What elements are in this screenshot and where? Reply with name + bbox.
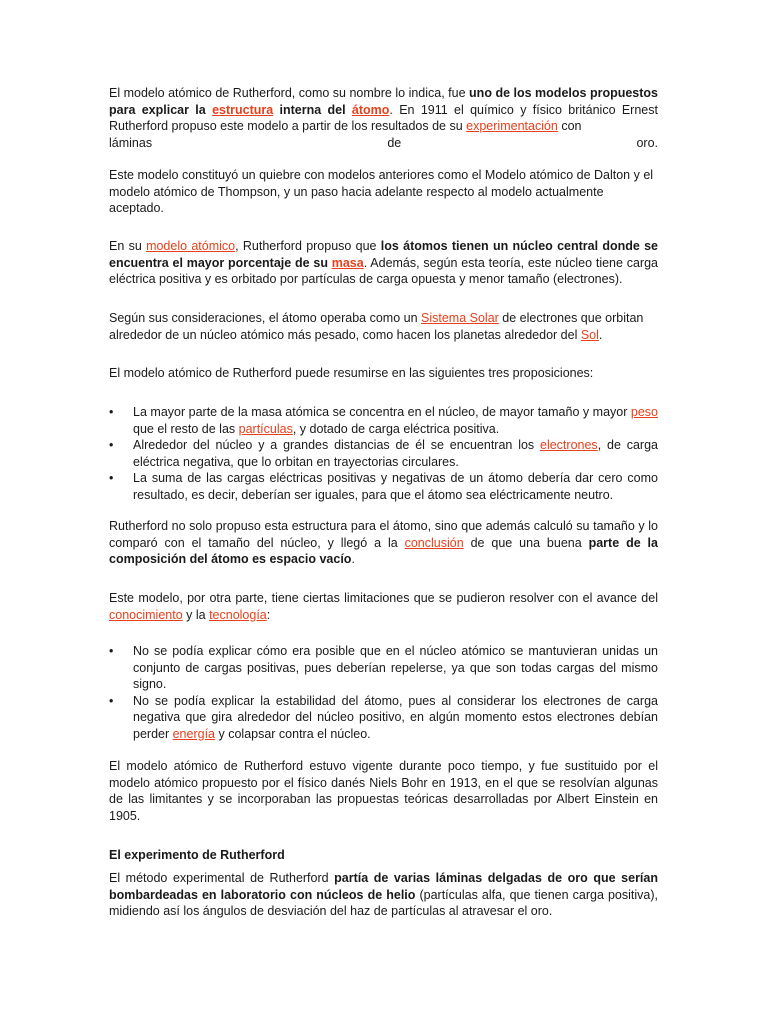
link-sistema-solar[interactable]: Sistema Solar xyxy=(421,311,499,325)
bold-text: uno de los modelos propuestos para explicar la estructura interna del átomo xyxy=(109,86,659,117)
list-item: • La mayor parte de la masa atómica se concentra en el núcleo, de mayor tamaño y mayor peso que el resto de las partículas, y dotado de carga eléctrica positiva. xyxy=(109,405,658,436)
bullet-icon: • xyxy=(109,471,114,485)
bullet-icon: • xyxy=(109,693,114,708)
section-heading: El experimento de Rutherford xyxy=(109,848,285,862)
paragraph-nucleus: En su modelo atómico, Rutherford propuso que los átomos tienen un núcleo central donde se encuentra el mayor porcentaje de su masa. Además, según esta teoría, este núcleo tiene carga eléctrica positiva y es orbitado por partículas de carga opuesta y menor tamaño (electrones). xyxy=(109,239,659,286)
limitations-list xyxy=(109,643,658,742)
bold-text: los átomos tienen un núcleo central donde se encuentra el mayor porcentaje de su masa xyxy=(109,239,659,270)
link-masa[interactable]: masa xyxy=(331,255,364,270)
link-peso[interactable]: peso xyxy=(630,405,658,419)
paragraph-empty-space: Rutherford no solo propuso esta estructura para el átomo, sino que además calculó su tamaño y lo comparó con el tamaño del núcleo, y llegó a la conclusión de que una buena parte de la composición del átomo es espacio vacío. xyxy=(109,519,658,566)
intro-paragraph: El modelo atómico de Rutherford, como su nombre lo indica, fue uno de los modelos propuestos para explicar la estructura interna del átomo. En 1911 el químico y físico británico Ernest Rutherford propuso este modelo a partir de los resultados de su experimentación con láminas de oro. xyxy=(109,86,659,150)
bold-text: partía de varias láminas delgadas de oro que serían bombardeadas en laboratorio con núcleos de helio xyxy=(109,871,658,902)
paragraph-solar-system: Según sus consideraciones, el átomo operaba como un Sistema Solar de electrones que orbitan alrededor de un núcleo atómico más pesado, como hacen los planetas alrededor del Sol. xyxy=(109,311,644,342)
link-atomo[interactable]: átomo xyxy=(351,102,390,117)
bullet-icon: • xyxy=(109,405,114,419)
propositions-list xyxy=(109,404,658,503)
list-item: • Alrededor del núcleo y a grandes distancias de él se encuentran los electrones, de carga eléctrica negativa, que lo orbitan en trayectorias circulares. xyxy=(109,438,658,469)
word: de xyxy=(387,135,402,150)
list-item: • La suma de las cargas eléctricas positivas y negativas de un átomo debería dar cero como resultado, es decir, deberían ser iguales, para que el átomo sea eléctricamente neutro. xyxy=(109,471,658,502)
bullet-icon: • xyxy=(109,644,114,658)
text-span: El modelo atómico de Rutherford, como su nombre lo indica, fue xyxy=(109,86,470,100)
paragraph-experiment: El método experimental de Rutherford partía de varias láminas delgadas de oro que serían bombardeadas en laboratorio con núcleos de helio (partículas alfa, que tienen carga positiva), midiendo así los ángulos de desviación del haz de partículas al atravesar el oro. xyxy=(109,871,658,918)
word: láminas xyxy=(109,135,153,150)
list-item: • No se podía explicar cómo era posible que en el núcleo atómico se mantuvieran unidas un conjunto de cargas positivas, pues deberían repelerse, ya que son todas cargas del mismo signo. xyxy=(109,644,658,691)
link-conocimiento[interactable]: conocimiento xyxy=(109,607,183,622)
link-sol[interactable]: Sol xyxy=(580,327,599,342)
paragraph-dalton: Este modelo constituyó un quiebre con modelos anteriores como el Modelo atómico de Dalton y el modelo atómico de Thompson, y un paso hacia adelante respecto al modelo actualmente aceptado. xyxy=(109,168,654,215)
list-item: • No se podía explicar la estabilidad del átomo, pues al considerar los electrones de carga negativa que gira alrededor del núcleo positivo, en algún momento estos electrones debían perder energía y colapsar contra el núcleo. xyxy=(109,693,658,741)
bullet-icon: • xyxy=(109,438,114,452)
link-energia[interactable]: energía xyxy=(172,726,216,741)
link-tecnologia[interactable]: tecnología xyxy=(209,607,267,622)
link-particulas[interactable]: partículas xyxy=(238,421,293,436)
bold-text: parte de la composición del átomo es espacio vacío xyxy=(109,535,658,566)
link-conclusion[interactable]: conclusión xyxy=(404,535,464,550)
link-modelo-atomico[interactable]: modelo atómico xyxy=(146,239,236,253)
paragraph-propositions-intro: El modelo atómico de Rutherford puede resumirse en las siguientes tres proposiciones: xyxy=(109,366,594,380)
link-estructura[interactable]: estructura xyxy=(212,102,274,117)
paragraph-limitations: Este modelo, por otra parte, tiene ciertas limitaciones que se pudieron resolver con el avance del conocimiento y la tecnología: xyxy=(109,591,658,622)
justified-last-line xyxy=(109,135,658,152)
link-experimentacion[interactable]: experimentación xyxy=(466,119,558,133)
word: oro. xyxy=(636,135,658,150)
paragraph-bohr: El modelo atómico de Rutherford estuvo vigente durante poco tiempo, y fue sustituido por el modelo atómico propuesto por el físico danés Niels Bohr en 1913, en el que se resolvían algunas de las limitantes y se incorporaban las propuestas teóricas desarrolladas por Albert Einstein en 1905. xyxy=(109,759,658,823)
link-electrones[interactable]: electrones xyxy=(540,438,598,452)
